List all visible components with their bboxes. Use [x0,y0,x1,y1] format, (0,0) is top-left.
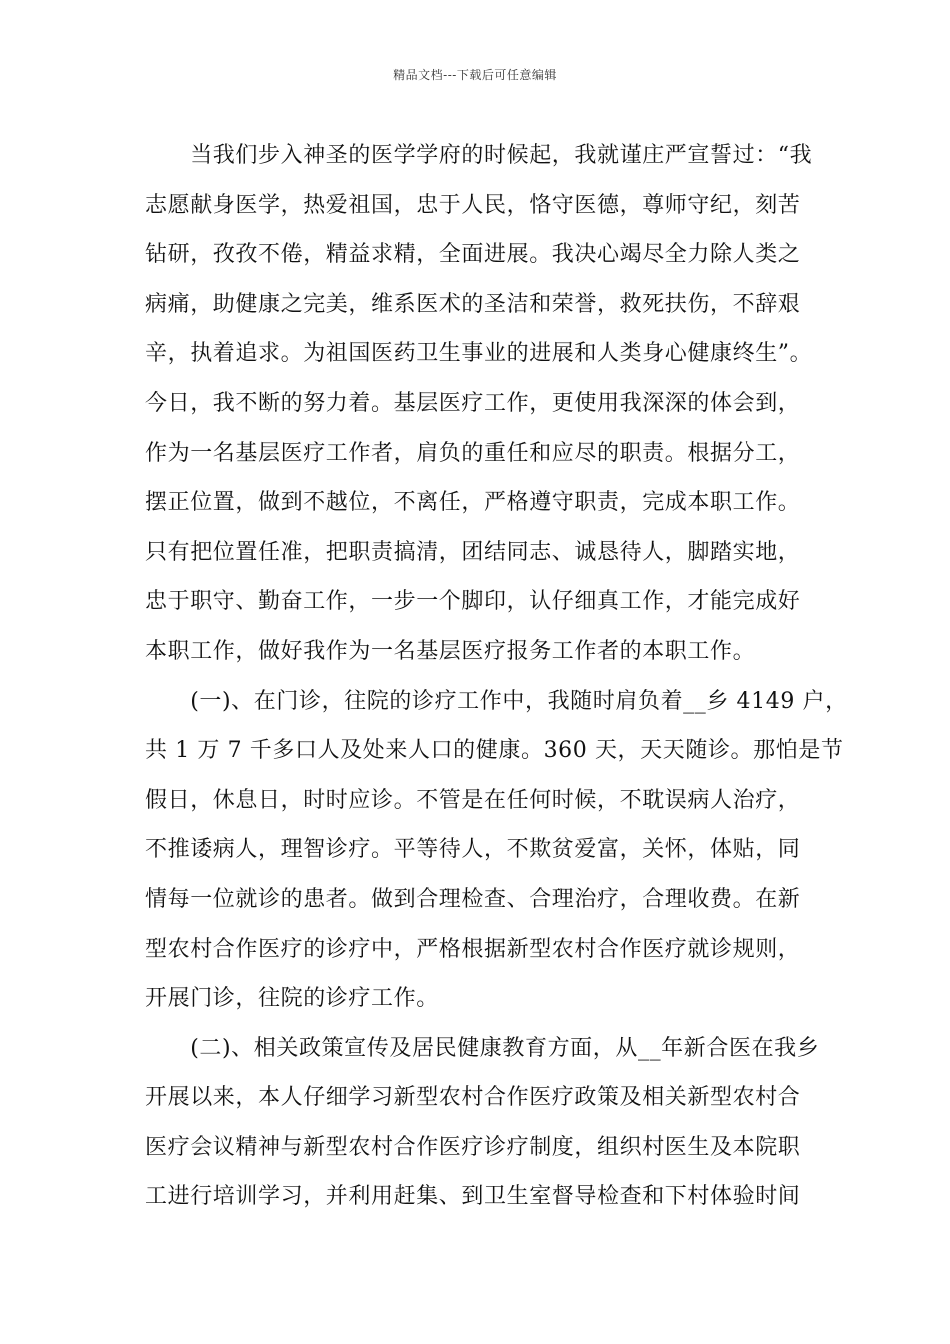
text-line: 型农村合作医疗的诊疗中，严格根据新型农村合作医疗就诊规则， [145,936,801,962]
text-line: 钻研，孜孜不倦，精益求精，全面进展。我决心竭尽全力除人类之 [145,242,801,268]
body-text [145,131,848,1222]
text-line: 开展门诊，往院的诊疗工作。 [145,986,439,1012]
page-header: 精品文档---下载后可任意编辑 [393,68,557,82]
text-line: 共 1 万 7 千多口人及处来人口的健康。360 天，天天随诊。那怕是节 [145,738,844,764]
text-line: 作为一名基层医疗工作者，肩负的重任和应尽的职责。根据分工， [145,440,801,466]
text-line: 不推诿病人，理智诊疗。平等待人，不欺贫爱富，关怀，体贴，同 [145,837,801,863]
text-line: (二)、相关政策宣传及居民健康教育方面，从__年新合医在我乡 [145,1035,820,1061]
text-line: 本职工作，做好我作为一名基层医疗报务工作者的本职工作。 [145,638,756,664]
text-line: 情每一位就诊的患者。做到合理检查、合理治疗，合理收费。在新 [145,886,801,912]
text-line: 今日，我不断的努力着。基层医疗工作，更使用我深深的体会到， [145,390,801,416]
text-line: (一)、在门诊，往院的诊疗工作中，我随时肩负着__乡 4149 户， [145,688,848,714]
text-line: 只有把位置任准，把职责搞清，团结同志、诚恳待人，脚踏实地， [145,539,801,565]
text-line: 摆正位置，做到不越位，不离任，严格遵守职责，完成本职工作。 [145,490,801,516]
text-line: 工进行培训学习，并利用赶集、到卫生室督导检查和下村体验时间 [145,1184,801,1210]
text-line: 当我们步入神圣的医学学府的时候起，我就谨庄严宣誓过：“我 [145,143,813,168]
text-line: 医疗会议精神与新型农村合作医疗诊疗制度，组织村医生及本院职 [145,1134,801,1160]
text-line: 假日，休息日，时时应诊。不管是在任何时候，不耽误病人治疗， [145,787,801,813]
text-line: 病痛，助健康之完美，维系医术的圣洁和荣誉，救死扶伤，不辞艰 [145,291,801,317]
text-line: 辛，执着追求。为祖国医药卫生事业的进展和人类身心健康终生”。 [145,341,813,367]
text-line: 志愿献身医学，热爱祖国，忠于人民，恪守医德，尊师守纪，刻苦 [145,192,801,218]
text-line: 开展以来，本人仔细学习新型农村合作医疗政策及相关新型农村合 [145,1085,801,1111]
text-line: 忠于职守、勤奋工作，一步一个脚印，认仔细真工作，才能完成好 [145,589,801,615]
